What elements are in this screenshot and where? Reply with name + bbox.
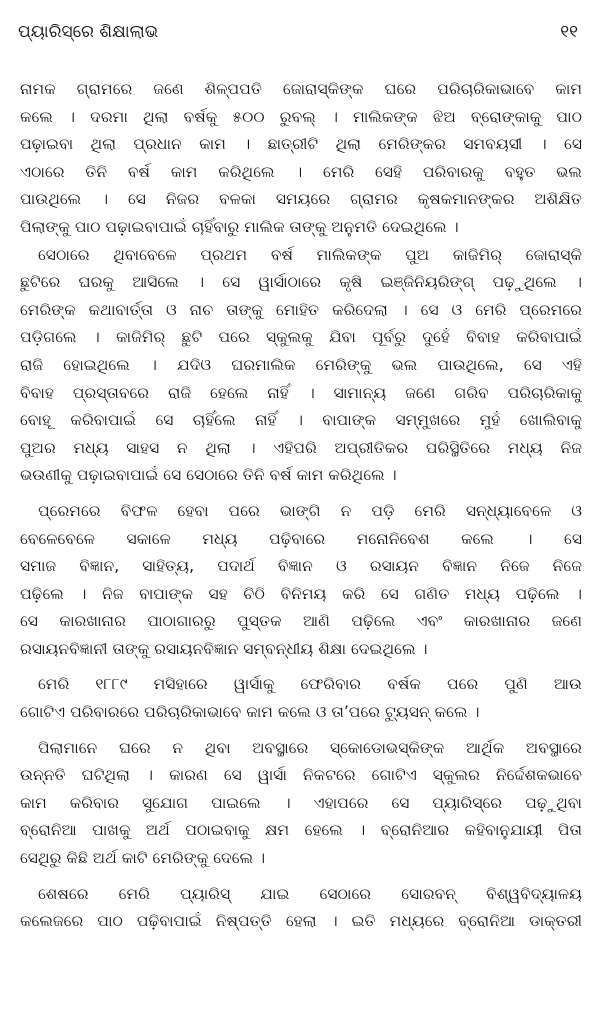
text-line: ରାଜି ହୋଇଥିଲେ । ଯଦିଓ ଘରମାଲିକ ମେରିଙ୍କୁ ଭଲ ପାଉଥିଲେ, ସେ ଏହି xyxy=(20,355,582,374)
running-head xyxy=(18,14,582,54)
text-line: ଉନ୍ନତି ଘଟିଥିଲା । କାରଣ ସେ ୱାର୍ସା ନିକଟରେ ଗୋଟିଏ ସ୍କୁଲର ନିର୍ଦ୍ଦେଶକଭାବେ xyxy=(20,766,582,785)
page-number: ୧୧ xyxy=(560,22,578,42)
text-line: ପଡ଼ିଗଲେ । କାଜିମିର୍‌ ଛୁଟି ପରେ ସ୍କୁଲକୁ ଯିବା ପୂର୍ବରୁ ଦୁହେଁ ବିବାହ କରିବାପାଇଁ xyxy=(20,328,582,347)
text-line: କଲେ । ଦରମା ଥିଲା ବର୍ଷକୁ ୫୦୦ ରୁବଲ୍‌ । ମାଲିକଙ୍କ ଝିଅ ବ୍ରୋଙ୍କାକୁ ପାଠ xyxy=(20,107,582,126)
paragraph xyxy=(20,881,582,936)
text-line: ସେଥିରୁ କିଛି ଅର୍ଥ କାଟି ମେରିଙ୍କୁ ଦେଲେ । xyxy=(20,849,266,868)
text-line: ଭଉଣୀକୁ ପଢ଼ାଇବାପାଇଁ ସେ ସେଠାରେ ତିନି ବର୍ଷ କାମ କରିଥିଲେ । xyxy=(20,466,397,485)
text-line: ବିବାହ ପ୍ରସ୍ତାବରେ ରାଜି ହେଲେ ନାହିଁ । ସାମାନ୍ୟ ଜଣେ ଗରିବ ପରିଚାରିକାକୁ xyxy=(20,383,582,402)
text-line: ପାଉଥିଲେ । ସେ ନିଜର ବଳକା ସମୟରେ ଗ୍ରାମର କୃଷକମାନଙ୍କର ଅଶିକ୍ଷିତ xyxy=(20,190,582,209)
text-line: ପଢ଼ାଇବା ଥିଲା ପ୍ରଧାନ କାମ । ଛାତ୍ରୀଟି ଥିଲା ମେରିଙ୍କର ସମବୟସୀ । ସେ xyxy=(20,135,582,154)
text-line: ମେରିଙ୍କ କଥାବାର୍ତ୍ତା ଓ ନାଚ ତାଙ୍କୁ ମୋହିତ କରିଦେଲା । ସେ ଓ ମେରି ପ୍ରେମରେ xyxy=(20,300,582,319)
text-line: କାମ କରିବାର ସୁଯୋଗ ପାଇଲେ । ଏହାପରେ ସେ ପ୍ୟାରିସ୍‌ରେ ପଢ଼ୁଥିବା xyxy=(20,793,582,812)
text-line: କଲେଜରେ ପାଠ ପଢ଼ିବାପାଇଁ ନିଷ୍ପତ୍ତି ହେଲା । ଇତି ମଧ୍ୟରେ ବ୍ରୋନିଆ ଡାକ୍ତରୀ xyxy=(20,912,582,931)
text-line: ନାମକ ଗ୍ରାମରେ ଜଣେ ଶିଳ୍ପପତି ଜୋରାସ୍କିଙ୍କ ଘରେ ପରିଚାରିକାଭାବେ କାମ xyxy=(20,80,582,98)
paragraph xyxy=(20,671,582,726)
paragraph xyxy=(20,735,582,873)
text-line: ସମାଜ ବିଜ୍ଞାନ, ସାହିତ୍ୟ, ପଦାର୍ଥ ବିଜ୍ଞାନ ଓ ରସାୟନ ବିଜ୍ଞାନ ନିଜେ ନିଜେ xyxy=(20,557,582,576)
text-line: ବୋହୂ କରିବାପାଇଁ ସେ ଚାହିଁଲେ ନାହିଁ । ବାପାଙ୍କ ସମ୍ମୁଖରେ ମୁହଁ ଖୋଲିବାକୁ xyxy=(20,411,582,430)
running-title: ପ୍ୟାରିସ୍‌ରେ ଶିକ୍ଷାଲାଭ xyxy=(18,22,159,42)
paragraph xyxy=(20,76,582,242)
text-line: ଛୁଟିରେ ଘରକୁ ଆସିଲେ । ସେ ୱାର୍ସାଠାରେ କୃଷି ଇଞ୍ଜିନିୟରିଙ୍ଗ୍‌ ପଢ଼ୁଥିଲେ । xyxy=(20,273,582,292)
body-text xyxy=(20,76,582,936)
text-line: ସେ କାରଖାନାର ପାଠାଗାରରୁ ପୁସ୍ତକ ଆଣି ପଢ଼ିଲେ ଏବଂ କାରଖାନାର ଜଣେ xyxy=(20,612,582,631)
text-line: ପ୍ରେମରେ ବିଫଳ ହେବା ପରେ ଭାଙ୍ଗି ନ ପଡ଼ି ମେରି ସନ୍ଧ୍ୟାବେଳେ ଓ xyxy=(38,501,582,520)
paragraph-gap xyxy=(20,663,582,671)
paragraph-gap xyxy=(20,873,582,881)
text-line: ମେରି ୧୮୮୯ ମସିହାରେ ୱାର୍ସାକୁ ଫେରିବାର ବର୍ଷକ ପରେ ପୁଣି ଆଉ xyxy=(38,675,582,694)
paragraph-gap xyxy=(20,727,582,735)
paragraph xyxy=(20,498,582,664)
text-line: ପୁଅର ମଧ୍ୟ ସାହସ ନ ଥିଲା । ଏହିପରି ଅପ୍ରୀତିକର ପରିସ୍ଥିତିରେ ମଧ୍ୟ ନିଜ xyxy=(20,438,582,457)
text-line: ପିଲାଙ୍କୁ ପାଠ ପଢ଼ାଇବାପାଇଁ ଚାହିଁବାରୁ ମାଲିକ ତାଙ୍କୁ ଅନୁମତି ଦେଇଥିଲେ । xyxy=(20,217,459,236)
text-line: ଶେଷରେ ମେରି ପ୍ୟାରିସ୍‌ ଯାଇ ସେଠାରେ ସୋରବନ୍‌ ବିଶ୍ୱବିଦ୍ୟାଳୟ xyxy=(38,884,582,903)
text-line: ପିଲାମାନେ ଘରେ ନ ଥିବା ଅବସ୍ଥାରେ ସ୍କୋଡୋଭସ୍କିଙ୍କ ଆର୍ଥିକ ଅବସ୍ଥାରେ xyxy=(38,738,582,757)
text-line: ବ୍ରୋନିଆ ପାଖକୁ ଅର୍ଥ ପଠାଇବାକୁ କ୍ଷମ ହେଲେ । ବ୍ରୋନିଆର କହିବାନୁଯାୟୀ ପିତା xyxy=(20,821,582,840)
text-line: ଗୋଟିଏ ପରିବାରରେ ପରିଚାରିକାଭାବେ କାମ କଲେ ଓ ତା’ପରେ ଟ୍ୟୁସନ୍‌ କଲେ । xyxy=(20,703,480,722)
text-line: ପଢ଼ିଲେ । ନିଜ ବାପାଙ୍କ ସହ ଚିଠି ବିନିମୟ କରି ସେ ଗଣିତ ମଧ୍ୟ ପଢ଼ିଲେ । xyxy=(20,584,582,603)
text-line: ସେଠାରେ ଥିବାବେଳେ ପ୍ରଥମ ବର୍ଷ ମାଲିକଙ୍କ ପୁଅ କାଜିମିର୍‌ ଜୋରାସ୍କି xyxy=(38,245,582,264)
text-line: ବେଳେବେଳେ ସକାଳେ ମଧ୍ୟ ପଢ଼ିବାରେ ମନୋନିବେଶ କଲେ । ସେ xyxy=(20,529,582,548)
text-line: ରସାୟନବିଜ୍ଞାନୀ ତାଙ୍କୁ ରସାୟନବିଜ୍ଞାନ ସମ୍ବନ୍ଧୀୟ ଶିକ୍ଷା ଦେଇଥିଲେ । xyxy=(20,639,428,658)
paragraph xyxy=(20,242,582,490)
text-line: ଏଠାରେ ତିନି ବର୍ଷ କାମ କରିଥିଲେ । ମେରି ସେହି ପରିବାରକୁ ବହୁତ ଭଲ xyxy=(20,162,582,181)
paragraph-gap xyxy=(20,490,582,498)
